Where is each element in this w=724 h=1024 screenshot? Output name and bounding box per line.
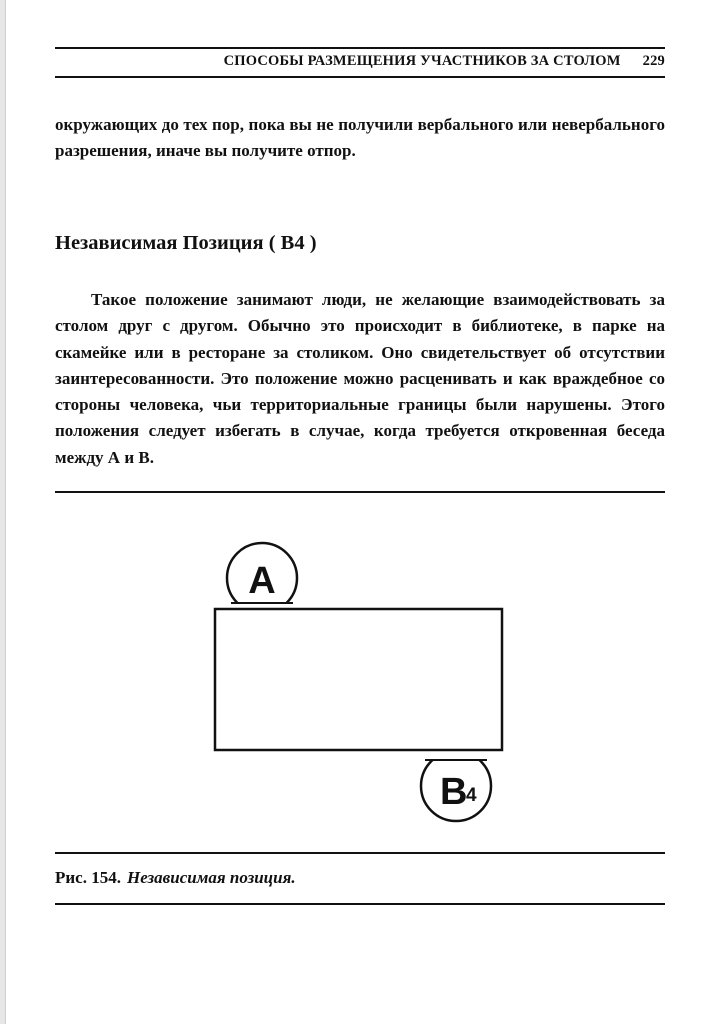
section-heading: Независимая Позиция ( В4 ) <box>55 232 317 254</box>
figure-caption <box>55 868 296 888</box>
running-title: СПОСОБЫ РАЗМЕЩЕНИЯ УЧАСТНИКОВ ЗА СТОЛОМ <box>223 53 621 69</box>
page-number: 229 <box>642 53 665 69</box>
caption-bottom-rule <box>55 903 665 905</box>
person-a-seat <box>227 543 297 613</box>
label-b: B <box>440 771 468 813</box>
section-paragraph: Такое положение занимают люди, не желающие взаимодействовать за столом друг с другом. Обычно это происходит в библиотеке, в парке на скамейке или в ресторане за столиком. Оно свидетельствует об отсутствии заинтересованности. Это положение можно расценивать и как враждебное со стороны человека, чьи территориальные границы были нарушены. Этого положения следует избегать в случае, когда требуется откровенная беседа между А и В. <box>55 290 665 467</box>
table-rectangle <box>215 609 502 750</box>
label-b-subscript: 4 <box>466 785 477 806</box>
caption-top-rule <box>55 852 665 854</box>
person-b-seat <box>421 751 491 821</box>
continuation-paragraph: окружающих до тех пор, пока вы не получили вербального или невербального разрешения, иначе вы получите отпор. <box>55 115 665 161</box>
caption-text: Независимая позиция. <box>126 868 296 887</box>
label-a: A <box>248 560 276 602</box>
caption-number: Рис. 154. <box>55 868 121 887</box>
